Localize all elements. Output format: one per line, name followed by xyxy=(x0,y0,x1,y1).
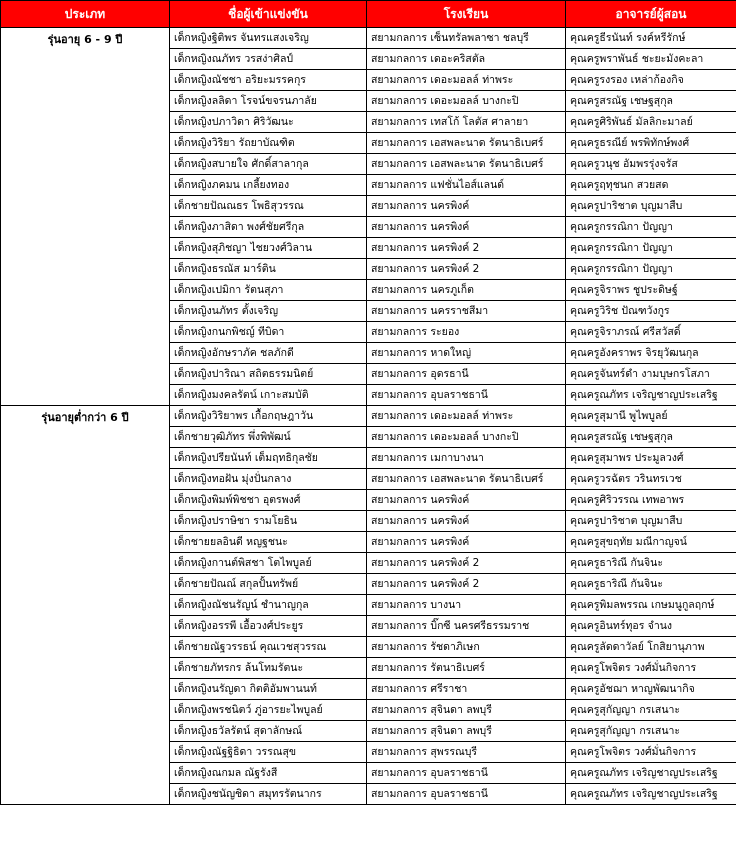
school-cell: สยามกลการ สุจินดา ลพบุรี xyxy=(367,700,566,721)
school-cell: สยามกลการ แฟชั่นไอส์แลนด์ xyxy=(367,175,566,196)
competitor-name-cell: เด็กหญิงณกมล ณัฐรังสี xyxy=(170,763,367,784)
teacher-cell: คุณครูวรฉัตร วรินทรเวช xyxy=(566,469,736,490)
competitor-name-cell: เด็กหญิงชนัญชิดา สมุทรรัตนากร xyxy=(170,784,367,805)
competitor-name-cell: เด็กหญิงทอฝัน มุ่งปั่นกลาง xyxy=(170,469,367,490)
teacher-cell: คุณครูปาริชาต บุญมาสืบ xyxy=(566,196,736,217)
teacher-cell: คุณครูวนุช อัมพรรุ่งจรัส xyxy=(566,154,736,175)
teacher-cell: คุณครูพิมลพรรณ เกษมนูกูลฤกษ์ xyxy=(566,595,736,616)
teacher-cell: คุณครูณภัทร เจริญชาญประเสริฐ xyxy=(566,784,736,805)
school-cell: สยามกลการ เซ็นทรัลพลาซา ชลบุรี xyxy=(367,28,566,49)
school-cell: สยามกลการ เดอะคริสตัล xyxy=(367,49,566,70)
competitor-name-cell: เด็กหญิงอรรพี เอื้อวงศ์ประยูร xyxy=(170,616,367,637)
school-cell: สยามกลการ นครพิงค์ 2 xyxy=(367,574,566,595)
header-teacher: อาจารย์ผู้สอน xyxy=(566,1,736,28)
competitor-name-cell: เด็กชายปัณณ์ สกุลปั้นทรัพย์ xyxy=(170,574,367,595)
teacher-cell: คุณครูสุมานี พูไพบูลย์ xyxy=(566,406,736,427)
school-cell: สยามกลการ หาดใหญ่ xyxy=(367,343,566,364)
teacher-cell: คุณครูณภัทร เจริญชาญประเสริฐ xyxy=(566,385,736,406)
school-cell: สยามกลการ ระยอง xyxy=(367,322,566,343)
competitor-name-cell: เด็กหญิงณัชนรัญน์ ชำนาญกุล xyxy=(170,595,367,616)
competitor-name-cell: เด็กหญิงณภัทร วรสง่าศิลป์ xyxy=(170,49,367,70)
competitor-name-cell: เด็กหญิงปภาวิดา ศิริวัฒนะ xyxy=(170,112,367,133)
school-cell: สยามกลการ นครพิงค์ xyxy=(367,532,566,553)
school-cell: สยามกลการ นครพิงค์ xyxy=(367,217,566,238)
competitor-name-cell: เด็กหญิงอักษราภัค ชลภักดี xyxy=(170,343,367,364)
school-cell: สยามกลการ เอสพละนาด รัตนาธิเบศร์ xyxy=(367,154,566,175)
teacher-cell: คุณครูปาริชาต บุญมาสืบ xyxy=(566,511,736,532)
school-cell: สยามกลการ สุจินดา ลพบุรี xyxy=(367,721,566,742)
competitor-name-cell: เด็กหญิงนภัทร ตั้งเจริญ xyxy=(170,301,367,322)
competitor-name-cell: เด็กหญิงณัชชา อริยะมรรคกุร xyxy=(170,70,367,91)
teacher-cell: คุณครูลัดดาวัลย์ โกสิยานุภาพ xyxy=(566,637,736,658)
competitor-name-cell: เด็กหญิงเปมิกา รัตนสุภา xyxy=(170,280,367,301)
school-cell: สยามกลการ รัตนาธิเบศร์ xyxy=(367,658,566,679)
school-cell: สยามกลการ เทสโก้ โลตัส ศาลายา xyxy=(367,112,566,133)
teacher-cell: คุณครูธาริณี กันจินะ xyxy=(566,553,736,574)
school-cell: สยามกลการ ศรีราชา xyxy=(367,679,566,700)
teacher-cell: คุณครูสุกัญญา กรเสนาะ xyxy=(566,700,736,721)
teacher-cell: คุณครูสรณัฐ เชษฐสุกุล xyxy=(566,427,736,448)
table-row xyxy=(1,28,736,49)
school-cell: สยามกลการ บางนา xyxy=(367,595,566,616)
table-body xyxy=(1,28,736,805)
teacher-cell: คุณครูพราพันธ์ ชะยะมังคะลา xyxy=(566,49,736,70)
teacher-cell: คุณครูศิริพันธ์ มัลลิกะมาลย์ xyxy=(566,112,736,133)
header-row xyxy=(1,1,736,28)
teacher-cell: คุณครูธรณีย์ พรพิทักษ์พงศ์ xyxy=(566,133,736,154)
competitor-name-cell: เด็กหญิงนรัญดา กิตติอัมพานนท์ xyxy=(170,679,367,700)
teacher-cell: คุณครูธาริณี กันจินะ xyxy=(566,574,736,595)
teacher-cell: คุณครูจันทร์ดำ งามบุษกรโสภา xyxy=(566,364,736,385)
competitor-name-cell: เด็กหญิงปาริณา สถิตธรรมนิตย์ xyxy=(170,364,367,385)
competitor-name-cell: เด็กชายภัทรกร ล้นโทมรัตนะ xyxy=(170,658,367,679)
teacher-cell: คุณครูอินทร์ทุอร จำนง xyxy=(566,616,736,637)
competitor-name-cell: เด็กหญิงลลิดา โรจน์ขจรนภาลัย xyxy=(170,91,367,112)
school-cell: สยามกลการ อุบลราชธานี xyxy=(367,763,566,784)
teacher-cell: คุณครูอังคราพร จิรยุวัฒนกุล xyxy=(566,343,736,364)
teacher-cell: คุณครูวิริช ปัณฑวังกูร xyxy=(566,301,736,322)
school-cell: สยามกลการ รัชดาภิเษก xyxy=(367,637,566,658)
teacher-cell: คุณครูจิราพร ชูประดิษฐ์ xyxy=(566,280,736,301)
teacher-cell: คุณครูกรรณิกา ปัญญา xyxy=(566,238,736,259)
teacher-cell: คุณครูสุขฤทัย มณีกาญจน์ xyxy=(566,532,736,553)
school-cell: สยามกลการ นครพิงค์ xyxy=(367,196,566,217)
age-group-label: รุ่นอายุ 6 - 9 ปี xyxy=(1,28,170,406)
school-cell: สยามกลการ อุบลราชธานี xyxy=(367,784,566,805)
teacher-cell: คุณครูโพจิตร วงศ์มั่นกิจการ xyxy=(566,658,736,679)
competitor-name-cell: เด็กหญิงธวัลรัตน์ สุดาลักษณ์ xyxy=(170,721,367,742)
school-cell: สยามกลการ นครราชสีมา xyxy=(367,301,566,322)
school-cell: สยามกลการ นครพิงค์ 2 xyxy=(367,259,566,280)
teacher-cell: คุณครูอัชฌา หาญพัฒนากิจ xyxy=(566,679,736,700)
teacher-cell: คุณครูจิราภรณ์ ศรีสวัสดิ์ xyxy=(566,322,736,343)
header-category: ประเภท xyxy=(1,1,170,28)
school-cell: สยามกลการ นครพิงค์ xyxy=(367,490,566,511)
competitor-name-cell: เด็กหญิงมงคลรัตน์ เกาะสมบัติ xyxy=(170,385,367,406)
competitor-name-cell: เด็กชายวุฒิภัทร พึ่งพิพัฒน์ xyxy=(170,427,367,448)
competitor-name-cell: เด็กหญิงกนกพิชญ์ ทีบิดา xyxy=(170,322,367,343)
competitor-name-cell: เด็กหญิงภคมน เกลี้ยงทอง xyxy=(170,175,367,196)
teacher-cell: คุณครูสุกัญญา กรเสนาะ xyxy=(566,721,736,742)
competitor-name-cell: เด็กหญิงณัฐฐิธิดา วรรณสุข xyxy=(170,742,367,763)
school-cell: สยามกลการ อุบลราชธานี xyxy=(367,385,566,406)
header-competitor-name: ชื่อผู้เข้าแข่งขัน xyxy=(170,1,367,28)
competitor-name-cell: เด็กชายปัณณธร โพธิสุวรรณ xyxy=(170,196,367,217)
competitor-name-cell: เด็กหญิงกานต์พิสชา โตไพบูลย์ xyxy=(170,553,367,574)
competitor-name-cell: เด็กหญิงพรชนิตว์ ภู่อารยะไพบูลย์ xyxy=(170,700,367,721)
school-cell: สยามกลการ นครพิงค์ 2 xyxy=(367,553,566,574)
competitor-name-cell: เด็กหญิงสบายใจ ศักดิ์สาลากุล xyxy=(170,154,367,175)
age-group-label: รุ่นอายุต่ำกว่า 6 ปี xyxy=(1,406,170,805)
school-cell: สยามกลการ เดอะมอลล์ ท่าพระ xyxy=(367,406,566,427)
school-cell: สยามกลการ เอสพละนาด รัตนาธิเบศร์ xyxy=(367,133,566,154)
teacher-cell: คุณครูศิริวรรณ เทพอาพร xyxy=(566,490,736,511)
competitor-name-cell: เด็กหญิงพิมพ์พิชชา อุตรพงศ์ xyxy=(170,490,367,511)
teacher-cell: คุณครูฤทุชนก สวยสด xyxy=(566,175,736,196)
teacher-cell: คุณครูรงรอง เหล่าก้องกิจ xyxy=(566,70,736,91)
competitor-name-cell: เด็กชายยลอินดี หญฐชนะ xyxy=(170,532,367,553)
competitor-name-cell: เด็กหญิงวิริยาพร เกื้อกฤษฎาวัน xyxy=(170,406,367,427)
competitor-name-cell: เด็กหญิงวิริยา รัถยาบัณฑิต xyxy=(170,133,367,154)
school-cell: สยามกลการ เดอะมอลล์ บางกะปิ xyxy=(367,427,566,448)
teacher-cell: คุณครูธีรนันท์ รงค์หรีรักษ์ xyxy=(566,28,736,49)
teacher-cell: คุณครูโพจิตร วงศ์มั่นกิจการ xyxy=(566,742,736,763)
school-cell: สยามกลการ สุพรรณบุรี xyxy=(367,742,566,763)
school-cell: สยามกลการ บิ๊กซี นครศรีธรรมราช xyxy=(367,616,566,637)
header-school: โรงเรียน xyxy=(367,1,566,28)
competitor-name-cell: เด็กหญิงสุภิชญา ไชยวงศ์วิลาน xyxy=(170,238,367,259)
competitor-name-cell: เด็กหญิงฐิติพร จันทรแสงเจริญ xyxy=(170,28,367,49)
competitor-name-cell: เด็กหญิงธรณัส มาร์ติน xyxy=(170,259,367,280)
teacher-cell: คุณครูณภัทร เจริญชาญประเสริฐ xyxy=(566,763,736,784)
school-cell: สยามกลการ เดอะมอลล์ บางกะปิ xyxy=(367,91,566,112)
teacher-cell: คุณครูสรณัฐ เชษฐสุกุล xyxy=(566,91,736,112)
school-cell: สยามกลการ เมกาบางนา xyxy=(367,448,566,469)
teacher-cell: คุณครูกรรณิกา ปัญญา xyxy=(566,217,736,238)
school-cell: สยามกลการ เดอะมอลล์ ท่าพระ xyxy=(367,70,566,91)
competitor-name-cell: เด็กหญิงปราษิชา รามโยธิน xyxy=(170,511,367,532)
teacher-cell: คุณครูสุมาพร ประมูลวงศ์ xyxy=(566,448,736,469)
school-cell: สยามกลการ นครพิงค์ xyxy=(367,511,566,532)
competitor-name-cell: เด็กชายณัฐวรรธน์ คุณเวชสุวรรณ xyxy=(170,637,367,658)
competitor-name-cell: เด็กหญิงภาสิดา พงศ์ชัยศรีกุล xyxy=(170,217,367,238)
school-cell: สยามกลการ นครภูเก็ต xyxy=(367,280,566,301)
competitor-name-cell: เด็กหญิงปรียนันท์ เต็มฤทธิกุลชัย xyxy=(170,448,367,469)
school-cell: สยามกลการ เอสพละนาด รัตนาธิเบศร์ xyxy=(367,469,566,490)
table-row xyxy=(1,406,736,427)
school-cell: สยามกลการ นครพิงค์ 2 xyxy=(367,238,566,259)
school-cell: สยามกลการ อุดรธานี xyxy=(367,364,566,385)
teacher-cell: คุณครูกรรณิกา ปัญญา xyxy=(566,259,736,280)
